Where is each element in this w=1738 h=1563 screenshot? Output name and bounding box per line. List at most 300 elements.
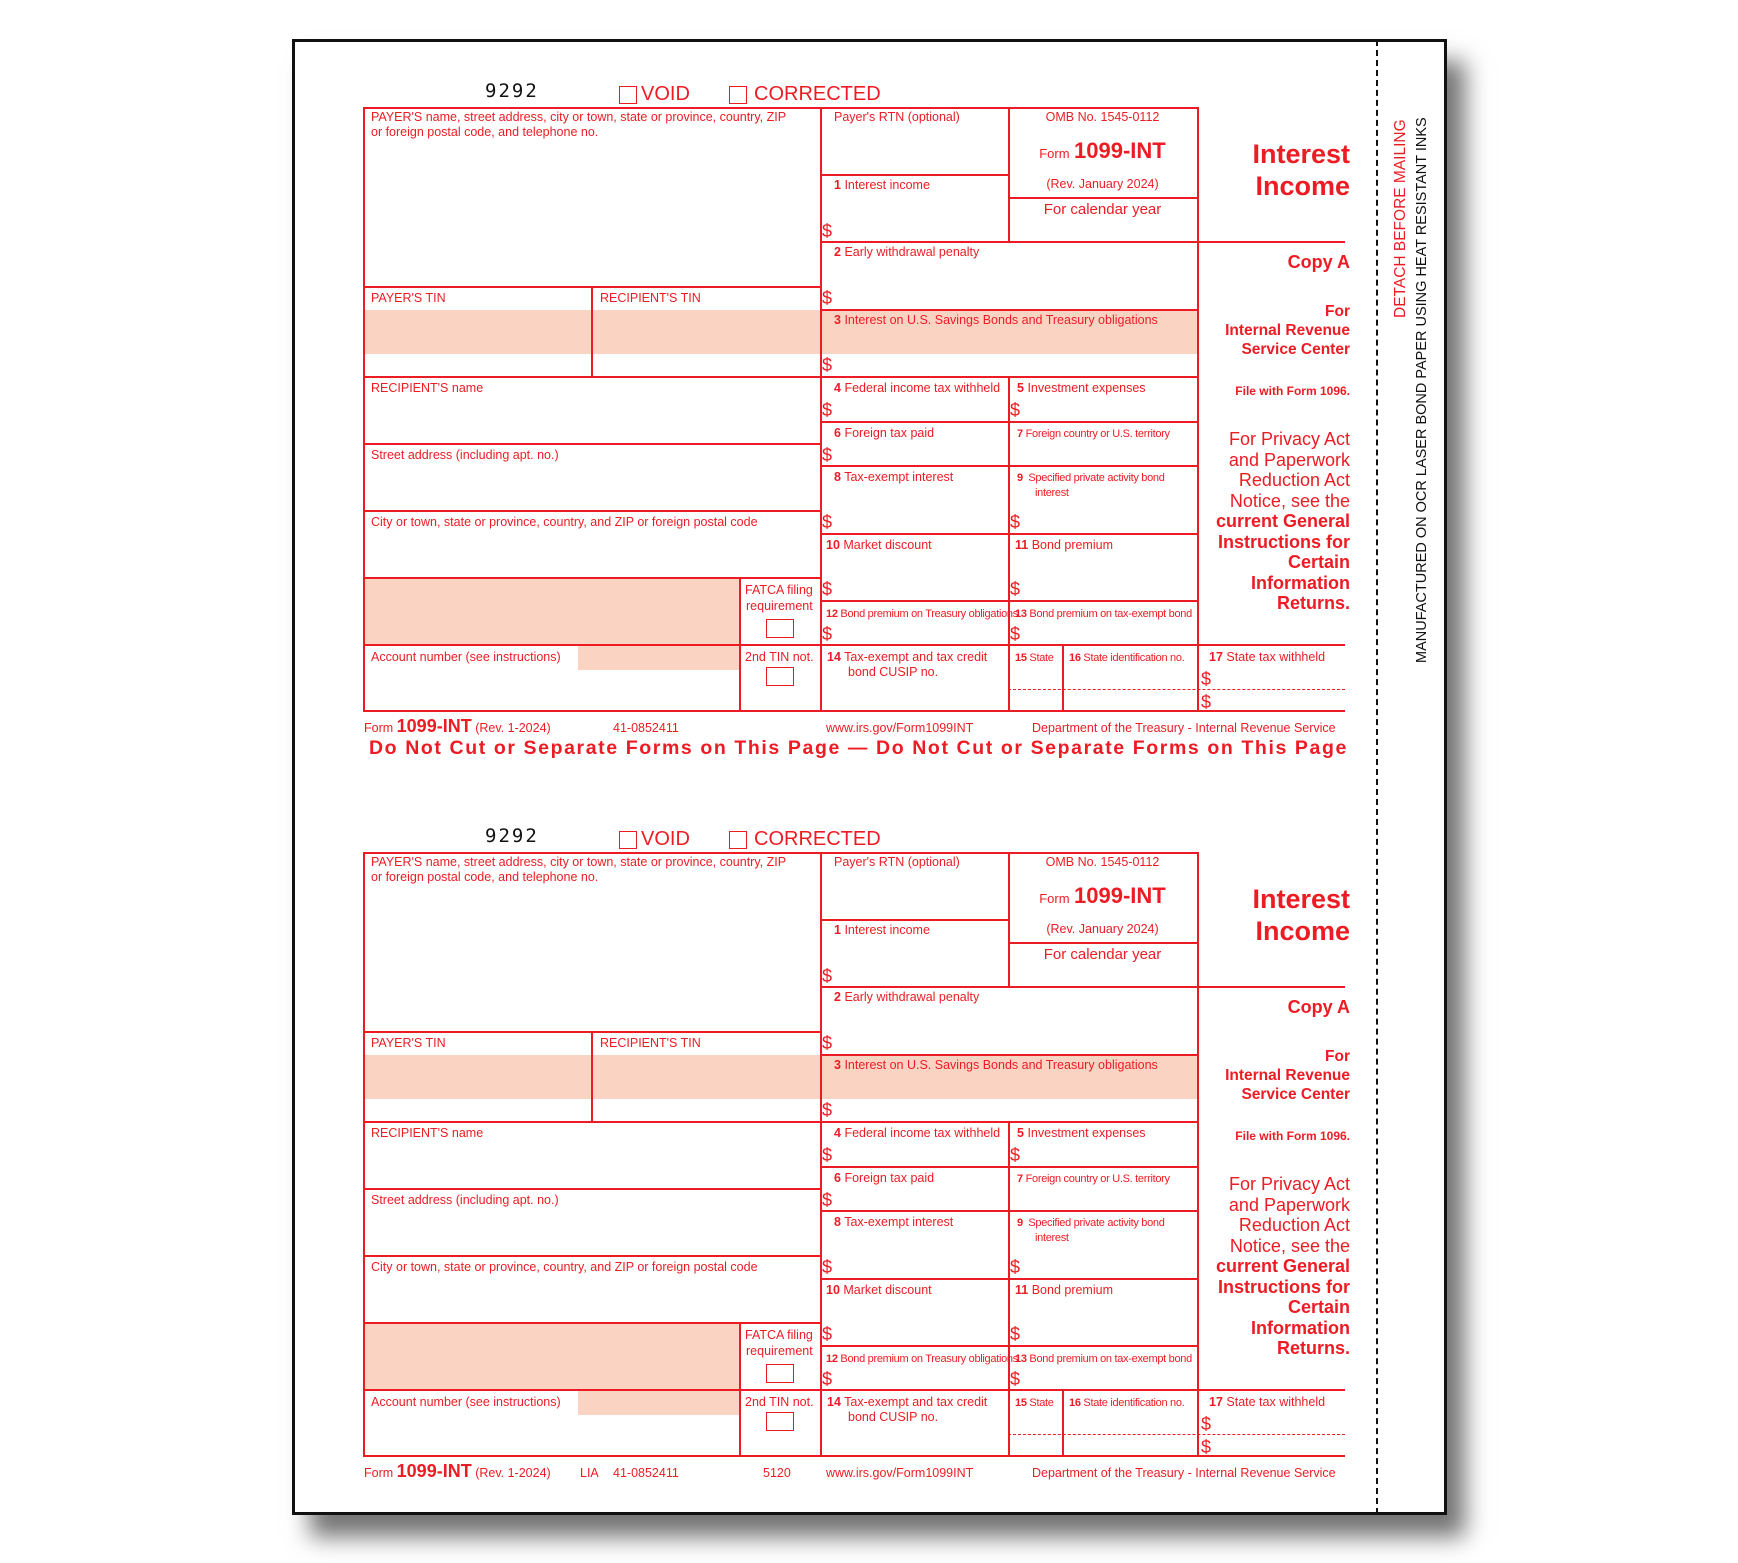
label-text: 1099-INT [396, 716, 472, 736]
omb-number: OMB No. 1545-0112 [1045, 110, 1160, 124]
box9-private-activity-field[interactable] [1024, 1247, 1194, 1276]
corrected-checkbox[interactable] [729, 86, 747, 104]
label-text: 4 [834, 1126, 841, 1140]
box4-federal-tax-field[interactable] [836, 398, 1006, 419]
box8-dollar: $ [822, 512, 833, 532]
void-label: VOID [641, 828, 690, 850]
box17-dollar: $ [1201, 669, 1212, 689]
box1-label [834, 923, 930, 938]
box13-label [1015, 1352, 1192, 1367]
box11-dollar: $ [1010, 1324, 1021, 1344]
form-title [1008, 883, 1197, 909]
label-text: 6 [834, 426, 841, 440]
box6-foreign-tax-field[interactable] [836, 443, 1006, 463]
box5-label [1017, 381, 1146, 396]
form-1099-int-2 [0, 745, 1738, 1481]
form-rule-line [1008, 852, 1010, 986]
label-text: 16 [1069, 652, 1081, 664]
box17-label [1209, 650, 1325, 665]
payer-tin-field[interactable] [366, 310, 589, 354]
label-text: State tax withheld [1226, 1395, 1326, 1409]
box10-label [826, 1283, 932, 1298]
second-tin-label: 2nd TIN not. [745, 1395, 814, 1409]
box6-dollar: $ [822, 445, 833, 465]
form-rule-line [363, 1255, 820, 1257]
label-text: Interest income [844, 178, 930, 192]
privacy-notice: For Privacy Act and Paperwork Reduction Act Notice, see the current General Instructions for Certain Information Returns. [1215, 429, 1350, 613]
form-rule-line [363, 107, 365, 712]
box5-investment-expenses-field[interactable] [1024, 398, 1194, 419]
box10-market-discount-field[interactable] [836, 1301, 1006, 1343]
label-text: 3 [834, 1058, 841, 1072]
box14-cusip-field[interactable] [823, 1427, 1006, 1453]
box15-label [1015, 1396, 1054, 1411]
label-text: 8 [834, 1215, 841, 1229]
fatca-shade [364, 578, 739, 644]
do-not-cut-notice: Do Not Cut or Separate Forms on This Page — Do Not Cut or Separate Forms on This Page [369, 737, 1348, 759]
recipient-name-label: RECIPIENT'S name [371, 381, 484, 395]
account-number-label: Account number (see instructions) [371, 1395, 561, 1409]
calendar-year-field[interactable] [1030, 965, 1175, 984]
city-label: City or town, state or province, country, and ZIP or foreign postal code [371, 1260, 758, 1274]
box9-dollar: $ [1010, 512, 1021, 532]
label-text: 1 [834, 923, 841, 937]
box7-label [1017, 427, 1170, 442]
box13-tax-exempt-premium-field[interactable] [1024, 622, 1194, 642]
box4-dollar: $ [822, 1145, 833, 1165]
label-text: 3 [834, 313, 841, 327]
form-rule-line [739, 1322, 741, 1457]
label-text: 15 [1015, 652, 1027, 664]
form-rule-line [363, 852, 365, 1457]
box15-state-field[interactable] [1011, 668, 1060, 708]
box10-label [826, 538, 932, 553]
recipient-tin-label: RECIPIENT'S TIN [600, 291, 701, 305]
form-rule-line [739, 577, 741, 712]
form-rule-line [820, 986, 1345, 988]
footer-url[interactable]: www.irs.gov/Form1099INT [826, 721, 974, 735]
form-rule-line [1062, 644, 1064, 712]
box3-dollar: $ [822, 355, 833, 375]
irs-center-label: For Internal Revenue Service Center [1225, 1048, 1350, 1103]
label-text: 14 [827, 1395, 841, 1409]
street-field[interactable] [366, 465, 818, 508]
label-text: 13 [1015, 608, 1027, 620]
box17-dollar-2: $ [1201, 692, 1212, 712]
city-field[interactable] [366, 532, 818, 575]
label-text: (Rev. 1-2024) [475, 1466, 551, 1480]
box7-foreign-country-field[interactable] [1011, 1188, 1194, 1208]
recipient-name-field[interactable] [366, 1143, 818, 1186]
recipient-name-label: RECIPIENT'S name [371, 1126, 484, 1140]
box4-label [834, 1126, 1000, 1141]
label-text: 7 [1017, 1173, 1023, 1185]
fatca-shade [364, 1323, 739, 1389]
void-checkbox[interactable] [619, 86, 637, 104]
label-text: Foreign country or U.S. territory [1025, 428, 1170, 440]
account-shade [578, 645, 739, 670]
box9-label [1017, 1216, 1165, 1231]
label-text: Bond premium on tax-exempt bond [1029, 1353, 1192, 1365]
form-rule-line [363, 443, 820, 445]
label-text: Form [364, 721, 394, 735]
label-text: Bond premium on Treasury obligations [840, 608, 1018, 620]
form-rule-line [363, 107, 1197, 109]
label-text: Interest income [844, 923, 930, 937]
box8-dollar: $ [822, 1257, 833, 1277]
label-text: Bond premium [1031, 538, 1113, 552]
box16-label [1069, 1396, 1184, 1411]
box9-private-activity-field[interactable] [1024, 502, 1194, 531]
form-code: 9292 [485, 80, 539, 102]
payer-info-field[interactable] [366, 887, 818, 1029]
label-text: Investment expenses [1027, 1126, 1146, 1140]
label-text: State identification no. [1083, 652, 1185, 664]
payer-tin-label: PAYER'S TIN [371, 1036, 446, 1050]
footer-code: 5120 [763, 1466, 791, 1480]
form-title [1008, 138, 1197, 164]
label-text: Tax-exempt interest [844, 470, 954, 484]
payer-info-label-2: or foreign postal code, and telephone no. [371, 870, 599, 884]
label-text: 10 [826, 1283, 840, 1297]
recipient-name-field[interactable] [366, 398, 818, 441]
label-text: 1099-INT [396, 1461, 472, 1481]
file-with-label: File with Form 1096. [1235, 1129, 1350, 1143]
box14-label-2: bond CUSIP no. [848, 665, 939, 679]
payer-rtn-field[interactable] [823, 128, 1006, 172]
label-text: 5 [1017, 1126, 1024, 1140]
box11-bond-premium-field[interactable] [1024, 556, 1194, 598]
second-tin-checkbox[interactable] [766, 667, 794, 686]
copy-label: Copy A [1287, 997, 1350, 1017]
payer-info-label: PAYER'S name, street address, city or town, state or province, country, ZIP [371, 855, 787, 869]
form-rule-line [591, 286, 593, 376]
payer-info-label: PAYER'S name, street address, city or town, state or province, country, ZIP [371, 110, 787, 124]
box9-label-2: interest [1035, 487, 1069, 499]
box3-dollar: $ [822, 1100, 833, 1120]
label-text: 1099-INT [1074, 883, 1166, 908]
box17-state-tax-field[interactable] [1214, 1413, 1344, 1453]
form-heading: Interest Income [1252, 139, 1350, 201]
box1-dollar: $ [822, 966, 833, 986]
privacy-notice: For Privacy Act and Paperwork Reduction Act Notice, see the current General Instructions for Certain Information Returns. [1215, 1174, 1350, 1358]
box9-label [1017, 471, 1165, 486]
second-tin-label: 2nd TIN not. [745, 650, 814, 664]
box11-bond-premium-field[interactable] [1024, 1301, 1194, 1343]
box7-foreign-country-field[interactable] [1011, 443, 1194, 463]
box3-label [834, 313, 1158, 328]
box11-label [1015, 538, 1113, 553]
label-text: State tax withheld [1226, 650, 1326, 664]
form-rule-line [363, 852, 1197, 854]
box8-tax-exempt-field[interactable] [836, 488, 1006, 531]
payer-rtn-label: Payer's RTN (optional) [834, 855, 960, 869]
account-number-field[interactable] [366, 1417, 737, 1453]
box10-dollar: $ [822, 1324, 833, 1344]
box14-label [827, 650, 987, 665]
box12-label [826, 1352, 1018, 1367]
account-number-field[interactable] [366, 672, 737, 708]
fatca-label: FATCA filing [745, 1328, 813, 1342]
box2-early-withdrawal-field[interactable] [836, 1008, 1194, 1052]
box5-label [1017, 1126, 1146, 1141]
copy-label: Copy A [1287, 252, 1350, 272]
omb-number: OMB No. 1545-0112 [1045, 855, 1160, 869]
label-text: Interest on U.S. Savings Bonds and Treasury obligations [844, 1058, 1158, 1072]
box3-savings-bonds-field[interactable] [836, 331, 1194, 374]
form-rule-line [591, 1031, 593, 1121]
void-checkbox[interactable] [619, 831, 637, 849]
form-rule-line [1008, 376, 1010, 712]
label-text: 9 [1017, 1217, 1023, 1229]
label-text: 12 [826, 1353, 838, 1365]
label-text: 2 [834, 245, 841, 259]
box2-dollar: $ [822, 288, 833, 308]
account-number-label: Account number (see instructions) [371, 650, 561, 664]
label-text: 7 [1017, 428, 1023, 440]
label-text: Specified private activity bond [1028, 472, 1165, 484]
label-text: 6 [834, 1171, 841, 1185]
box14-label [827, 1395, 987, 1410]
form-rule-line [363, 1188, 820, 1190]
label-text: 16 [1069, 1397, 1081, 1409]
label-text: Federal income tax withheld [844, 1126, 1001, 1140]
label-text: 11 [1015, 1283, 1029, 1297]
box2-label [834, 245, 979, 260]
fatca-label-2: requirement [746, 1344, 813, 1358]
box5-dollar: $ [1010, 1145, 1021, 1165]
file-with-label: File with Form 1096. [1235, 384, 1350, 398]
label-text: 1099-INT [1074, 138, 1166, 163]
box12-label [826, 607, 1018, 622]
label-text: State [1029, 1397, 1054, 1409]
box2-early-withdrawal-field[interactable] [836, 263, 1194, 307]
box2-label [834, 990, 979, 1005]
box10-market-discount-field[interactable] [836, 556, 1006, 598]
box3-label [834, 1058, 1158, 1073]
label-text: Form [1039, 891, 1070, 906]
payer-tin-label: PAYER'S TIN [371, 291, 446, 305]
box13-dollar: $ [1010, 1369, 1021, 1389]
footer-form-id [364, 716, 551, 737]
corrected-label: CORRECTED [754, 83, 881, 105]
box12-treasury-premium-field[interactable] [836, 1367, 1006, 1387]
box15-state-field[interactable] [1011, 1413, 1060, 1453]
label-text: Bond premium on tax-exempt bond [1029, 608, 1192, 620]
label-text: 17 [1209, 1395, 1223, 1409]
irs-center-label: For Internal Revenue Service Center [1225, 303, 1350, 358]
payer-rtn-label: Payer's RTN (optional) [834, 110, 960, 124]
label-text: State [1029, 652, 1054, 664]
box16-state-id-field[interactable] [1065, 668, 1195, 708]
label-text: 10 [826, 538, 840, 552]
void-label: VOID [641, 83, 690, 105]
box12-dollar: $ [822, 1369, 833, 1389]
form-rule-line [820, 174, 1008, 176]
fatca-checkbox[interactable] [766, 619, 794, 638]
label-text: Early withdrawal penalty [844, 990, 980, 1004]
form-rule-line [363, 376, 1197, 378]
box16-label [1069, 651, 1184, 666]
box4-federal-tax-field[interactable] [836, 1143, 1006, 1164]
label-text: Tax-exempt and tax credit [844, 650, 988, 664]
corrected-label: CORRECTED [754, 828, 881, 850]
label-text: Market discount [843, 1283, 932, 1297]
corrected-checkbox[interactable] [729, 831, 747, 849]
recipient-tin-field[interactable] [594, 1055, 818, 1099]
label-text: Form [364, 1466, 394, 1480]
form-heading: Interest Income [1252, 884, 1350, 946]
fatca-label-2: requirement [746, 599, 813, 613]
footer-form-id [364, 1461, 551, 1482]
form-rule-line [820, 309, 1197, 311]
label-text: 5 [1017, 381, 1024, 395]
box13-dollar: $ [1010, 624, 1021, 644]
box12-treasury-premium-field[interactable] [836, 622, 1006, 642]
label-text: Market discount [843, 538, 932, 552]
label-text: Interest on U.S. Savings Bonds and Treasury obligations [844, 313, 1158, 327]
street-field[interactable] [366, 1210, 818, 1253]
label-text: 17 [1209, 650, 1223, 664]
label-text: 8 [834, 470, 841, 484]
box17-dollar-2: $ [1201, 1437, 1212, 1457]
payer-tin-field[interactable] [366, 1055, 589, 1099]
box4-label [834, 381, 1000, 396]
fatca-checkbox[interactable] [766, 1364, 794, 1383]
box6-foreign-tax-field[interactable] [836, 1188, 1006, 1208]
box8-label [834, 470, 953, 485]
label-text: 4 [834, 381, 841, 395]
box16-state-id-field[interactable] [1065, 1413, 1195, 1453]
payer-rtn-field[interactable] [823, 873, 1006, 917]
label-text: Foreign tax paid [844, 426, 935, 440]
form-rule-line [1008, 1121, 1010, 1457]
payer-info-field[interactable] [366, 142, 818, 284]
label-text: 15 [1015, 1397, 1027, 1409]
box1-dollar: $ [822, 221, 833, 241]
recipient-tin-field[interactable] [594, 310, 818, 354]
form-rule-line [1197, 1389, 1199, 1457]
form-1099-int-1 [0, 0, 1738, 736]
revision-date: (Rev. January 2024) [1046, 177, 1159, 191]
footer-department: Department of the Treasury - Internal Revenue Service [1032, 1466, 1336, 1480]
street-label: Street address (including apt. no.) [371, 448, 559, 462]
box17-dollar: $ [1201, 1414, 1212, 1434]
box17-label [1209, 1395, 1325, 1410]
label-text: 11 [1015, 538, 1029, 552]
form-rule-line [363, 510, 820, 512]
payer-info-label-2: or foreign postal code, and telephone no. [371, 125, 599, 139]
street-label: Street address (including apt. no.) [371, 1193, 559, 1207]
label-text: Foreign country or U.S. territory [1025, 1173, 1170, 1185]
label-text: 9 [1017, 472, 1023, 484]
box5-investment-expenses-field[interactable] [1024, 1143, 1194, 1164]
form-rule-line [820, 241, 1345, 243]
box11-dollar: $ [1010, 579, 1021, 599]
box1-interest-income-field[interactable] [836, 941, 1006, 984]
footer-url[interactable]: www.irs.gov/Form1099INT [826, 1466, 974, 1480]
box12-dollar: $ [822, 624, 833, 644]
box15-label [1015, 651, 1054, 666]
box10-dollar: $ [822, 579, 833, 599]
box5-dollar: $ [1010, 400, 1021, 420]
box17-state-tax-field[interactable] [1214, 668, 1344, 708]
second-tin-checkbox[interactable] [766, 1412, 794, 1431]
revision-date: (Rev. January 2024) [1046, 922, 1159, 936]
label-text: Tax-exempt and tax credit [844, 1395, 988, 1409]
footer-lia: LIA [580, 1466, 599, 1480]
box14-label-2: bond CUSIP no. [848, 1410, 939, 1424]
label-text: 1 [834, 178, 841, 192]
label-text: Foreign tax paid [844, 1171, 935, 1185]
footer-catalog-number: 41-0852411 [613, 721, 679, 735]
manufactured-notice: MANUFACTURED ON OCR LASER BOND PAPER USING HEAT RESISTANT INKS [1414, 117, 1430, 663]
label-text: (Rev. 1-2024) [475, 721, 551, 735]
label-text: Federal income tax withheld [844, 381, 1001, 395]
box8-tax-exempt-field[interactable] [836, 1233, 1006, 1276]
box6-label [834, 426, 934, 441]
label-text: Bond premium [1031, 1283, 1113, 1297]
form-rule-line [820, 1054, 1197, 1056]
calendar-year-label: For calendar year [1043, 201, 1162, 218]
label-text: 13 [1015, 1353, 1027, 1365]
calendar-year-label: For calendar year [1043, 946, 1162, 963]
label-text: 2 [834, 990, 841, 1004]
label-text: 14 [827, 650, 841, 664]
box1-label [834, 178, 930, 193]
box3-savings-bonds-field[interactable] [836, 1076, 1194, 1119]
footer-department: Department of the Treasury - Internal Revenue Service [1032, 721, 1336, 735]
box8-label [834, 1215, 953, 1230]
box1-interest-income-field[interactable] [836, 196, 1006, 239]
city-label: City or town, state or province, country, and ZIP or foreign postal code [371, 515, 758, 529]
form-code: 9292 [485, 825, 539, 847]
label-text: Tax-exempt interest [844, 1215, 954, 1229]
form-rule-line [1008, 197, 1197, 199]
box2-dollar: $ [822, 1033, 833, 1053]
label-text: Form [1039, 146, 1070, 161]
form-rule-line [363, 577, 820, 579]
fatca-label: FATCA filing [745, 583, 813, 597]
box14-cusip-field[interactable] [823, 682, 1006, 708]
city-field[interactable] [366, 1277, 818, 1320]
form-rule-line [1062, 1389, 1064, 1457]
detach-notice: DETACH BEFORE MAILING [1392, 119, 1409, 318]
box11-label [1015, 1283, 1113, 1298]
form-rule-line [820, 919, 1008, 921]
box9-label-2: interest [1035, 1232, 1069, 1244]
form-rule-line [1008, 107, 1010, 241]
label-text: State identification no. [1083, 1397, 1185, 1409]
label-text: Bond premium on Treasury obligations [840, 1353, 1018, 1365]
form-rule-line [363, 1121, 1197, 1123]
account-shade [578, 1390, 739, 1415]
calendar-year-field[interactable] [1030, 220, 1175, 239]
box6-label [834, 1171, 934, 1186]
box6-dollar: $ [822, 1190, 833, 1210]
footer-catalog-number: 41-0852411 [613, 1466, 679, 1480]
box13-tax-exempt-premium-field[interactable] [1024, 1367, 1194, 1387]
label-text: Investment expenses [1027, 381, 1146, 395]
form-rule-line [1008, 942, 1197, 944]
box7-label [1017, 1172, 1170, 1187]
form-rule-line [363, 1322, 820, 1324]
box4-dollar: $ [822, 400, 833, 420]
recipient-tin-label: RECIPIENT'S TIN [600, 1036, 701, 1050]
label-text: Early withdrawal penalty [844, 245, 980, 259]
box9-dollar: $ [1010, 1257, 1021, 1277]
box13-label [1015, 607, 1192, 622]
